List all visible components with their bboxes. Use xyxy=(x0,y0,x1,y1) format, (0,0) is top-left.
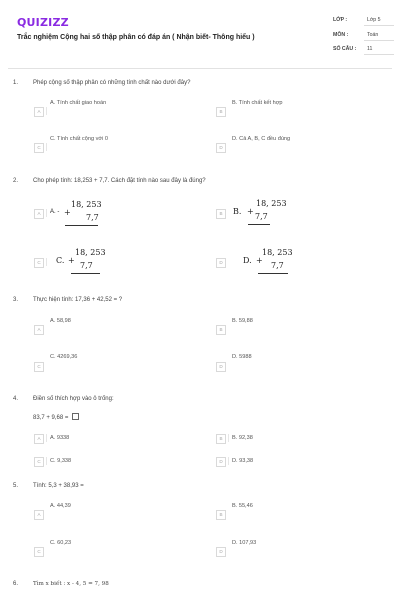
meta-value: Lớp 5 xyxy=(367,17,381,23)
option-d[interactable]: D. Cả A, B, C đều đúng xyxy=(232,136,291,142)
plus-sign: + xyxy=(64,208,71,217)
question-number: 3. xyxy=(13,297,19,303)
quizizz-logo: QUIZIZZ xyxy=(17,16,69,29)
page-title: Trắc nghiệm Cộng hai số thập phân có đáp án ( Nhận biết- Thông hiểu ) xyxy=(17,34,255,41)
option-d-column-addition[interactable] xyxy=(243,248,303,278)
divider xyxy=(46,209,47,217)
option-label: A. - xyxy=(50,209,60,215)
question-number: 4. xyxy=(13,396,19,402)
divider xyxy=(46,107,47,115)
divider xyxy=(46,143,47,151)
divider xyxy=(46,457,47,465)
sum-line xyxy=(65,225,98,226)
question-text: Tìm x biết : x - 4, 5 = 7, 98 xyxy=(33,581,109,587)
addend-bottom: 7,7 xyxy=(255,212,268,221)
option-a-column-addition[interactable] xyxy=(50,200,110,230)
option-box-c[interactable]: C xyxy=(34,547,44,557)
divider xyxy=(46,434,47,442)
option-b[interactable]: B. 55,46 xyxy=(232,503,253,509)
option-d[interactable]: D. 5988 xyxy=(232,354,252,360)
option-a[interactable]: A. 9338 xyxy=(50,435,70,441)
option-d[interactable]: D. 93,38 xyxy=(232,458,254,464)
option-box-d[interactable]: D xyxy=(216,143,226,153)
option-d[interactable]: D. 107,93 xyxy=(232,540,257,546)
option-box-b[interactable]: B xyxy=(216,325,226,335)
blank-box-icon xyxy=(72,413,79,420)
header-divider xyxy=(8,68,392,69)
question-text: Thực hiện tính: 17,36 + 42,52 = ? xyxy=(33,297,123,303)
addend-top: 18, 253 xyxy=(75,248,106,257)
equation: 83,7 + 9,68 = xyxy=(33,415,71,421)
divider xyxy=(46,258,47,266)
option-c[interactable]: C. 60,23 xyxy=(50,540,72,546)
option-b[interactable]: B. 59,88 xyxy=(232,318,253,324)
option-box-d[interactable]: D xyxy=(216,258,226,268)
plus-sign: + xyxy=(68,256,75,265)
option-c-column-addition[interactable] xyxy=(56,248,116,278)
option-box-a[interactable]: A xyxy=(34,209,44,219)
addend-top: 18, 253 xyxy=(256,199,287,208)
question-number: 2. xyxy=(13,178,19,184)
meta-key: SỐ CÂU : xyxy=(333,46,357,52)
option-a[interactable]: A. 58,98 xyxy=(50,318,71,324)
option-box-c[interactable]: C xyxy=(34,457,44,467)
meta-key: LỚP : xyxy=(333,17,348,23)
option-box-b[interactable]: B xyxy=(216,209,226,219)
meta-key: MÔN : xyxy=(333,32,349,38)
meta-value: Toán xyxy=(367,32,379,38)
option-label: B. xyxy=(233,207,242,216)
addend-bottom: 7,7 xyxy=(271,261,284,270)
option-b[interactable]: B. 92,38 xyxy=(232,435,253,441)
addend-bottom: 7,7 xyxy=(80,261,93,270)
option-box-a[interactable]: A xyxy=(34,107,44,117)
plus-sign: + xyxy=(256,256,263,265)
option-c[interactable]: C. Tính chất cộng với 0 xyxy=(50,136,108,142)
option-box-a[interactable]: A xyxy=(34,325,44,335)
meta-value: 11 xyxy=(367,46,373,52)
option-box-d[interactable]: D xyxy=(216,457,226,467)
question-number: 5. xyxy=(13,483,19,489)
option-a[interactable]: A. 44,39 xyxy=(50,503,71,509)
question-text: Phép cộng số thập phân có những tính chất nào dưới đây? xyxy=(33,80,191,86)
option-b-column-addition[interactable] xyxy=(233,199,293,229)
question-subtext xyxy=(33,413,79,421)
option-box-b[interactable]: B xyxy=(216,434,226,444)
option-box-a[interactable]: A xyxy=(34,434,44,444)
plus-sign: + xyxy=(247,207,254,216)
option-c[interactable]: C. 4269,36 xyxy=(50,354,78,360)
addend-top: 18, 253 xyxy=(262,248,293,257)
question-number: 6. xyxy=(13,581,19,587)
divider xyxy=(228,434,229,442)
option-box-c[interactable]: C xyxy=(34,258,44,268)
question-number: 1. xyxy=(13,80,19,86)
option-box-c[interactable]: C xyxy=(34,362,44,372)
option-box-d[interactable]: D xyxy=(216,547,226,557)
option-box-a[interactable]: A xyxy=(34,510,44,520)
option-label: C. xyxy=(56,256,65,265)
option-c[interactable]: C. 9,338 xyxy=(50,458,72,464)
sum-line xyxy=(258,273,288,274)
option-label: D. xyxy=(243,256,252,265)
question-text: Cho phép tính: 18,253 + 7,7. Cách đặt tính nào sau đây là đúng? xyxy=(33,178,206,184)
divider xyxy=(228,457,229,465)
option-a[interactable]: A. Tính chất giao hoán xyxy=(50,100,107,106)
option-box-c[interactable]: C xyxy=(34,143,44,153)
addend-bottom: 7,7 xyxy=(86,213,99,222)
addend-top: 18, 253 xyxy=(71,200,102,209)
sum-line xyxy=(248,224,270,225)
question-text: Điền số thích hợp vào ô trống: xyxy=(33,396,114,402)
option-box-b[interactable]: B xyxy=(216,107,226,117)
option-b[interactable]: B. Tính chất kết hợp xyxy=(232,100,283,106)
option-box-d[interactable]: D xyxy=(216,362,226,372)
sum-line xyxy=(71,273,100,274)
question-text: Tính: 5,3 + 38,93 = xyxy=(33,483,84,489)
option-box-b[interactable]: B xyxy=(216,510,226,520)
